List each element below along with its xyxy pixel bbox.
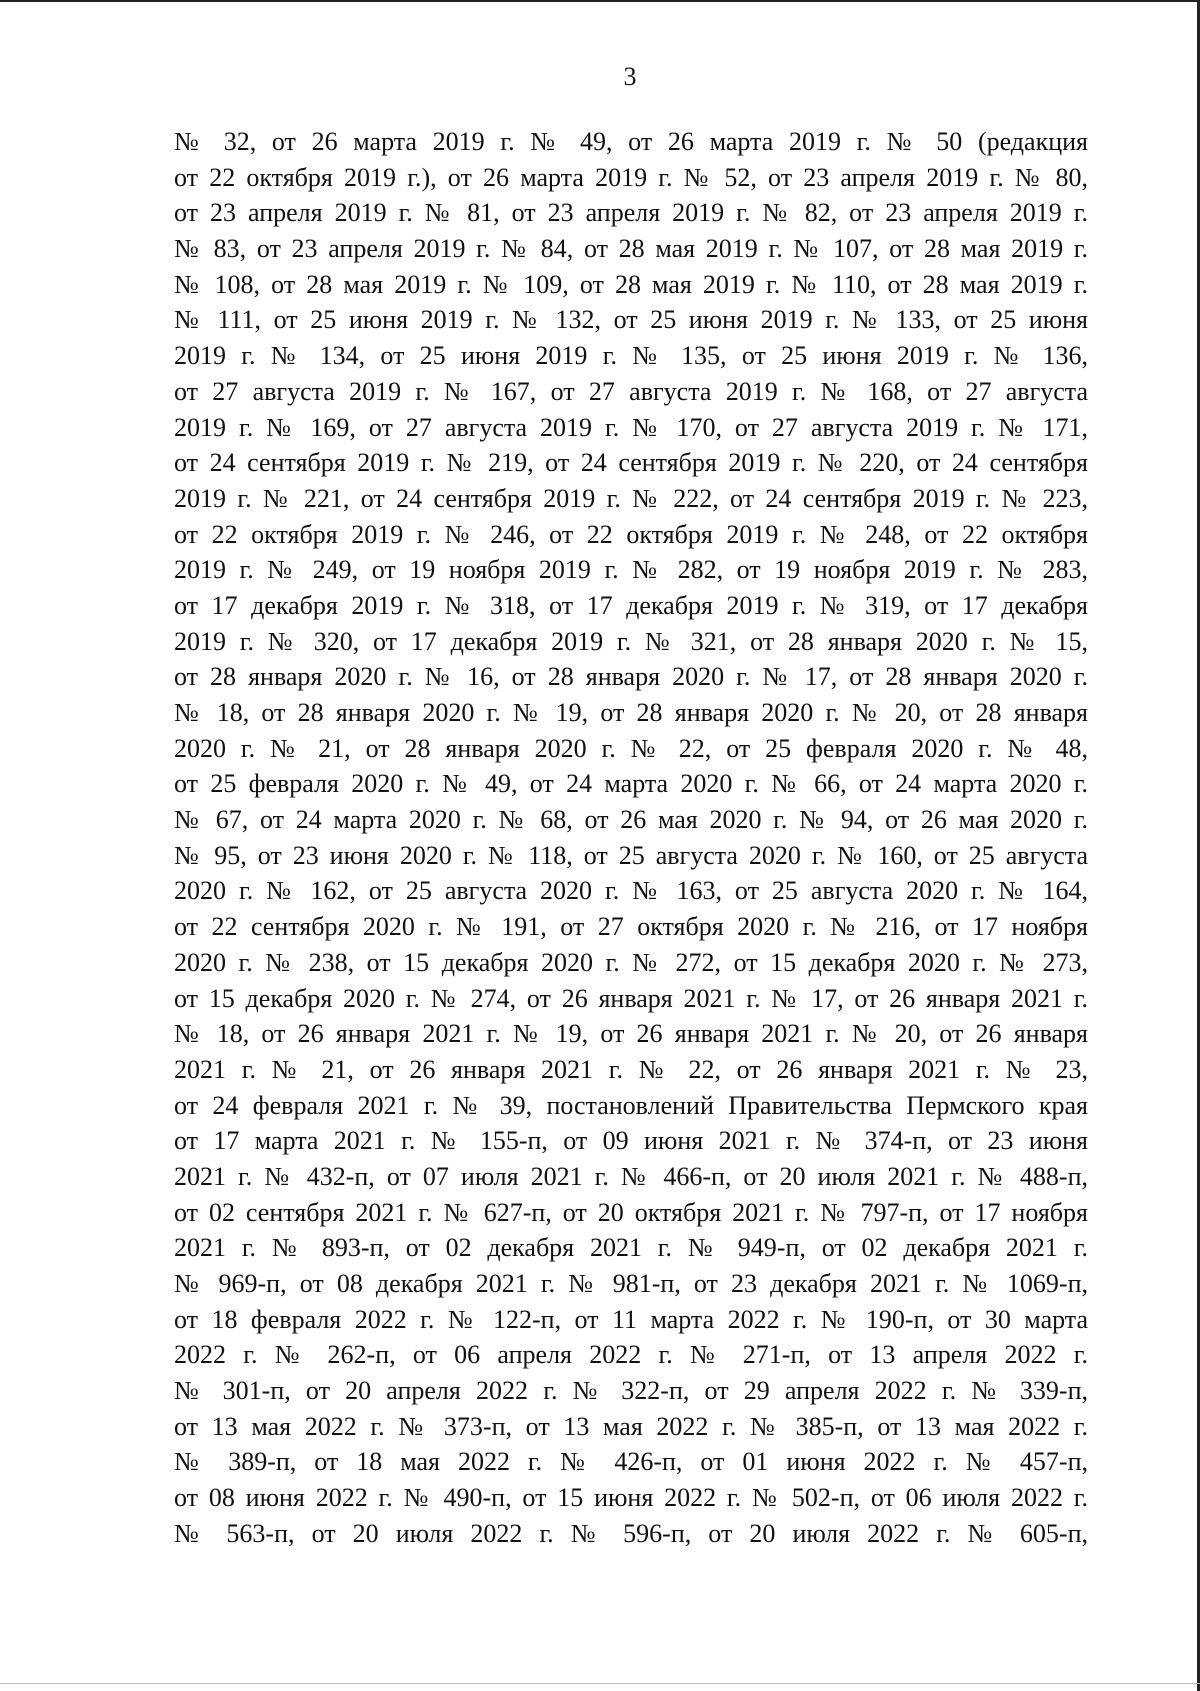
text-line: от 08 июня 2022 г. № 490-п, от 15 июня 2022 г. № 502-п, от 06 июля 2022 г. — [174, 1483, 1088, 1513]
text-line: от 25 февраля 2020 г. № 49, от 24 марта 2020 г. № 66, от 24 марта 2020 г. — [174, 769, 1088, 799]
text-line: № 67, от 24 марта 2020 г. № 68, от 26 мая 2020 г. № 94, от 26 мая 2020 г. — [174, 805, 1088, 835]
text-line: от 13 мая 2022 г. № 373-п, от 13 мая 2022 г. № 385-п, от 13 мая 2022 г. — [174, 1411, 1088, 1441]
document-body — [174, 124, 1088, 1552]
text-line: от 23 апреля 2019 г. № 81, от 23 апреля 2019 г. № 82, от 23 апреля 2019 г. — [174, 198, 1088, 228]
text-line: от 22 октября 2019 г. № 246, от 22 октября 2019 г. № 248, от 22 октября — [174, 519, 1088, 549]
text-line: 2022 г. № 262-п, от 06 апреля 2022 г. № 271-п, от 13 апреля 2022 г. — [174, 1340, 1088, 1370]
text-line: от 22 сентября 2020 г. № 191, от 27 октября 2020 г. № 216, от 17 ноября — [174, 912, 1088, 942]
text-line: № 108, от 28 мая 2019 г. № 109, от 28 мая 2019 г. № 110, от 28 мая 2019 г. — [174, 269, 1088, 299]
text-line: 2021 г. № 432-п, от 07 июля 2021 г. № 466-п, от 20 июля 2021 г. № 488-п, — [174, 1161, 1088, 1191]
text-line: 2020 г. № 21, от 28 января 2020 г. № 22, от 25 февраля 2020 г. № 48, — [174, 733, 1088, 763]
text-line: от 28 января 2020 г. № 16, от 28 января 2020 г. № 17, от 28 января 2020 г. — [174, 662, 1088, 692]
text-line: № 32, от 26 марта 2019 г. № 49, от 26 марта 2019 г. № 50 (редакция — [174, 127, 1088, 156]
text-line: № 18, от 28 января 2020 г. № 19, от 28 января 2020 г. № 20, от 28 января — [174, 698, 1088, 727]
text-line: № 563-п, от 20 июля 2022 г. № 596-п, от 20 июля 2022 г. № 605-п, — [174, 1518, 1088, 1548]
text-line: от 18 февраля 2022 г. № 122-п, от 11 марта 2022 г. № 190-п, от 30 марта — [174, 1304, 1088, 1334]
text-line: 2021 г. № 893-п, от 02 декабря 2021 г. № 949-п, от 02 декабря 2021 г. — [174, 1233, 1088, 1263]
text-line: от 27 августа 2019 г. № 167, от 27 августа 2019 г. № 168, от 27 августа — [174, 376, 1088, 406]
text-line: № 111, от 25 июня 2019 г. № 132, от 25 июня 2019 г. № 133, от 25 июня — [174, 305, 1088, 335]
text-line: № 389-п, от 18 мая 2022 г. № 426-п, от 01 июня 2022 г. № 457-п, — [174, 1447, 1088, 1477]
text-line: 2019 г. № 249, от 19 ноября 2019 г. № 282, от 19 ноября 2019 г. № 283, — [174, 555, 1088, 585]
text-line: № 18, от 26 января 2021 г. № 19, от 26 января 2021 г. № 20, от 26 января — [174, 1019, 1088, 1049]
page-number: 3 — [623, 62, 637, 91]
scan-edge-bottom — [0, 1683, 1200, 1684]
text-line: 2019 г. № 169, от 27 августа 2019 г. № 170, от 27 августа 2019 г. № 171, — [174, 412, 1088, 442]
text-line: от 15 декабря 2020 г. № 274, от 26 января 2021 г. № 17, от 26 января 2021 г. — [174, 983, 1088, 1013]
text-line: 2020 г. № 162, от 25 августа 2020 г. № 163, от 25 августа 2020 г. № 164, — [174, 876, 1088, 906]
text-line: от 22 октября 2019 г.), от 26 марта 2019 г. № 52, от 23 апреля 2019 г. № 80, — [174, 162, 1088, 192]
text-line: 2021 г. № 21, от 26 января 2021 г. № 22, от 26 января 2021 г. № 23, — [174, 1054, 1088, 1084]
text-line: № 301-п, от 20 апреля 2022 г. № 322-п, от 29 апреля 2022 г. № 339-п, — [174, 1376, 1088, 1406]
text-line: 2020 г. № 238, от 15 декабря 2020 г. № 272, от 15 декабря 2020 г. № 273, — [174, 947, 1088, 977]
text-line: 2019 г. № 320, от 17 декабря 2019 г. № 321, от 28 января 2020 г. № 15, — [174, 626, 1088, 656]
text-line: № 969-п, от 08 декабря 2021 г. № 981-п, от 23 декабря 2021 г. № 1069-п, — [174, 1269, 1088, 1298]
text-line: от 24 февраля 2021 г. № 39, постановлений Правительства Пермского края — [174, 1090, 1088, 1120]
scan-edge-top — [0, 0, 1200, 2]
text-line: от 24 сентября 2019 г. № 219, от 24 сентября 2019 г. № 220, от 24 сентября — [174, 448, 1088, 478]
text-line: от 02 сентября 2021 г. № 627-п, от 20 октября 2021 г. № 797-п, от 17 ноября — [174, 1197, 1088, 1227]
text-line: от 17 марта 2021 г. № 155-п, от 09 июня 2021 г. № 374-п, от 23 июня — [174, 1126, 1088, 1156]
text-line: № 95, от 23 июня 2020 г. № 118, от 25 августа 2020 г. № 160, от 25 августа — [174, 840, 1088, 870]
text-line: от 17 декабря 2019 г. № 318, от 17 декабря 2019 г. № 319, от 17 декабря — [174, 590, 1088, 620]
text-line: 2019 г. № 134, от 25 июня 2019 г. № 135, от 25 июня 2019 г. № 136, — [174, 341, 1088, 371]
text-line: 2019 г. № 221, от 24 сентября 2019 г. № 222, от 24 сентября 2019 г. № 223, — [174, 483, 1088, 513]
text-line: № 83, от 23 апреля 2019 г. № 84, от 28 мая 2019 г. № 107, от 28 мая 2019 г. — [174, 234, 1088, 264]
